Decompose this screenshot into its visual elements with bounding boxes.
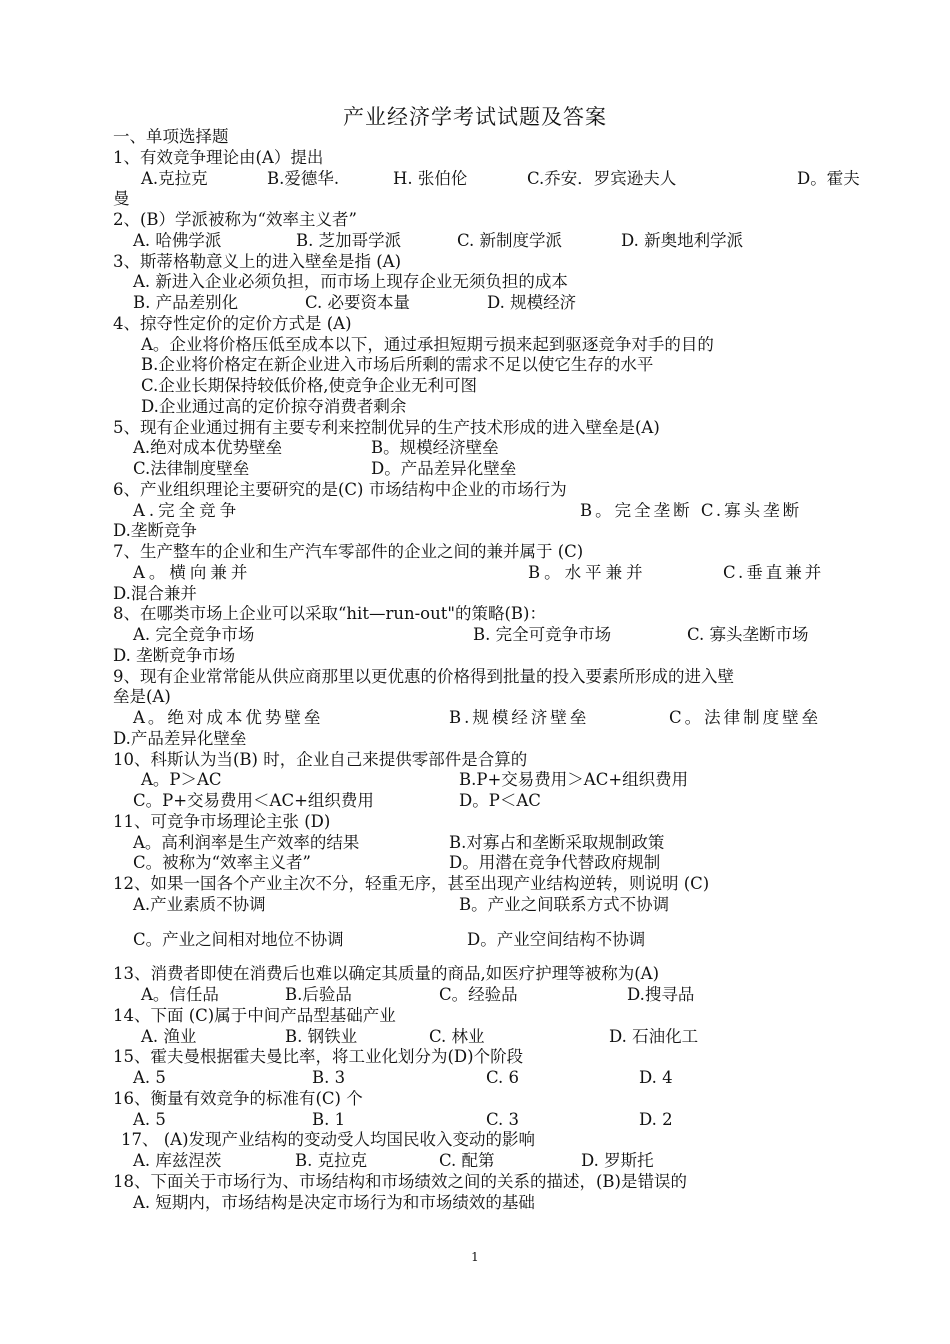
option-b: B. 完全可竞争市场	[473, 625, 612, 644]
question-2-stem: 2、(B）学派被称为“效率主义者”	[113, 210, 357, 229]
question-14-stem: 14、下面 (C)属于中间产品型基础产业	[113, 1005, 396, 1025]
option-a: A。横向兼并	[133, 562, 252, 582]
question-1-wrap: 曼	[113, 189, 130, 209]
section-heading: 一、单项选择题	[113, 127, 229, 146]
question-9-stem: 9、现有企业常常能从供应商那里以更优惠的价格得到批量的投入要素所形成的进入壁	[113, 666, 734, 686]
option-a: A。高利润率是生产效率的结果	[133, 832, 360, 852]
question-8-wrap: D. 垄断竞争市场	[113, 645, 236, 665]
option-b: B。产业之间联系方式不协调	[459, 894, 670, 914]
option-a: A. 新进入企业必须负担，而市场上现存企业无须负担的成本	[133, 272, 568, 292]
option-d: D。霍夫	[797, 168, 860, 188]
option-d: D. 罗斯托	[581, 1151, 654, 1170]
question-12-stem: 12、如果一国各个产业主次不分，轻重无序，甚至出现产业结构逆转，则说明 (C)	[113, 874, 710, 893]
option-b: B. 产品差别化	[133, 293, 239, 312]
question-6-wrap: D.垄断竞争	[113, 521, 197, 541]
option-c: C. 3	[486, 1109, 520, 1129]
option-c: C.垂直兼并	[723, 562, 825, 582]
option-b: B. 3	[312, 1068, 346, 1087]
option-b: B。规模经济壁垒	[371, 438, 499, 458]
question-3-option-a	[113, 272, 843, 293]
option-a: A.绝对成本优势壁垒	[133, 438, 283, 458]
question-9-stem-wrap: 垒是(A)	[113, 687, 171, 707]
option-a: A. 短期内，市场结构是决定市场行为和市场绩效的基础	[133, 1192, 535, 1212]
option-b: B. 芝加哥学派	[296, 230, 402, 250]
question-3-options	[113, 293, 843, 314]
option-d: D. 石油化工	[609, 1026, 699, 1046]
option-c: C。法律制度壁垒	[669, 708, 822, 727]
option-d: D. 规模经济	[487, 293, 577, 312]
question-7-stem: 7、生产整车的企业和生产汽车零部件的企业之间的兼并属于 (C)	[113, 542, 584, 561]
question-1-options	[113, 168, 860, 190]
option-d: D. 2	[639, 1109, 673, 1129]
document-title: 产业经济学考试试题及答案	[343, 105, 607, 129]
option-c: C。P+交易费用＜AC+组织费用	[133, 791, 374, 810]
option-a: A。绝对成本优势壁垒	[133, 708, 324, 727]
option-b: B。水平兼并	[528, 562, 647, 582]
option-c: C. 寡头垄断市场	[687, 625, 809, 644]
option-d: D. 4	[639, 1068, 673, 1087]
option-a: A. 渔业	[141, 1026, 197, 1046]
option-h: H. 张伯伦	[393, 168, 468, 188]
option-c: C。被称为“效率主义者”	[133, 853, 311, 873]
option-b-c: B。完全垄断 C.寡头垄断	[580, 500, 803, 520]
question-15-stem: 15、霍夫曼根据霍夫曼比率，将工业化划分为(D)个阶段	[113, 1047, 524, 1067]
option-d: D.搜寻品	[627, 985, 695, 1004]
option-b: B.规模经济壁垒	[449, 708, 590, 727]
question-7-wrap: D.混合兼并	[113, 583, 197, 603]
option-a: A.产业素质不协调	[133, 894, 266, 914]
question-11-stem: 11、可竞争市场理论主张 (D)	[113, 811, 331, 831]
option-d: D。P＜AC	[459, 791, 541, 810]
option-d: D.企业通过高的定价掠夺消费者剩余	[141, 396, 407, 416]
option-c: C. 林业	[429, 1026, 485, 1046]
option-c: C。经验品	[439, 985, 518, 1004]
option-b: B.爱德华.	[267, 168, 340, 188]
question-4-stem: 4、掠夺性定价的定价方式是 (A)	[113, 313, 352, 333]
option-b: B.后验品	[285, 985, 352, 1004]
option-d: D。产业空间结构不协调	[467, 929, 646, 949]
option-b: B. 1	[312, 1109, 346, 1129]
option-c: C. 配第	[439, 1151, 495, 1170]
question-list	[113, 127, 860, 1213]
option-a: A. 完全竞争市场	[133, 625, 255, 644]
option-a: A. 5	[133, 1068, 166, 1087]
option-a: A.完全竞争	[133, 500, 241, 520]
option-a: A。信任品	[141, 985, 219, 1004]
option-d: D. 新奥地利学派	[621, 230, 744, 250]
option-b: B.企业将价格定在新企业进入市场后所剩的需求不足以使它生存的水平	[141, 355, 654, 375]
question-3-stem: 3、斯蒂格勒意义上的进入壁垒是指 (A)	[113, 251, 402, 271]
option-b: B. 钢铁业	[285, 1026, 358, 1046]
question-17-stem: 17、 (A)发现产业结构的变动受人均国民收入变动的影响	[121, 1130, 536, 1150]
option-a: A. 5	[133, 1109, 166, 1129]
option-c: C. 新制度学派	[457, 230, 563, 250]
option-d: D。用潜在竞争代替政府规制	[449, 853, 661, 873]
option-a: A. 哈佛学派	[133, 230, 222, 250]
option-b: B. 克拉克	[295, 1151, 368, 1170]
question-2-options	[113, 231, 843, 252]
option-a: A.克拉克	[141, 168, 208, 188]
option-c: C.乔安．罗宾逊夫人	[527, 168, 677, 188]
question-13-stem: 13、消费者即使在消费后也难以确定其质量的商品,如医疗护理等被称为(A)	[113, 964, 660, 984]
question-10-stem: 10、科斯认为当(B) 时，企业自己来提供零部件是合算的	[113, 749, 528, 769]
option-d: D。产品差异化壁垒	[371, 459, 517, 478]
question-9-wrap: D.产品差异化壁垒	[113, 728, 247, 748]
question-5-stem: 5、现有企业通过拥有主要专利来控制优异的生产技术形成的进入壁垒是(A)	[113, 417, 660, 437]
option-a: A。P＞AC	[141, 770, 222, 790]
option-a: A。企业将价格压低至成本以下，通过承担短期亏损来起到驱逐竞争对手的目的	[141, 334, 714, 354]
option-c: C. 6	[486, 1068, 520, 1087]
option-c: C。产业之间相对地位不协调	[133, 929, 344, 949]
question-18-stem: 18、下面关于市场行为、市场结构和市场绩效之间的关系的描述，(B)是错误的	[113, 1171, 687, 1191]
page-number: 1	[471, 1250, 479, 1264]
option-b: B.P+交易费用＞AC+组织费用	[459, 770, 689, 790]
question-8-stem: 8、在哪类市场上企业可以采取“hit—run-out"的策略(B)：	[113, 604, 546, 624]
question-16-stem: 16、衡量有效竞争的标准有(C) 个	[113, 1088, 363, 1108]
option-c: C.法律制度壁垒	[133, 459, 250, 478]
question-6-stem: 6、产业组织理论主要研究的是(C) 市场结构中企业的市场行为	[113, 479, 567, 499]
option-c: C.企业长期保持较低价格,使竞争企业无利可图	[141, 376, 478, 395]
option-c: C. 必要资本量	[305, 293, 411, 312]
question-1-stem: 1、有效竞争理论由(A）提出	[113, 147, 324, 167]
option-a: A. 库兹涅茨	[133, 1151, 222, 1170]
option-b: B.对寡占和垄断采取规制政策	[449, 832, 665, 852]
